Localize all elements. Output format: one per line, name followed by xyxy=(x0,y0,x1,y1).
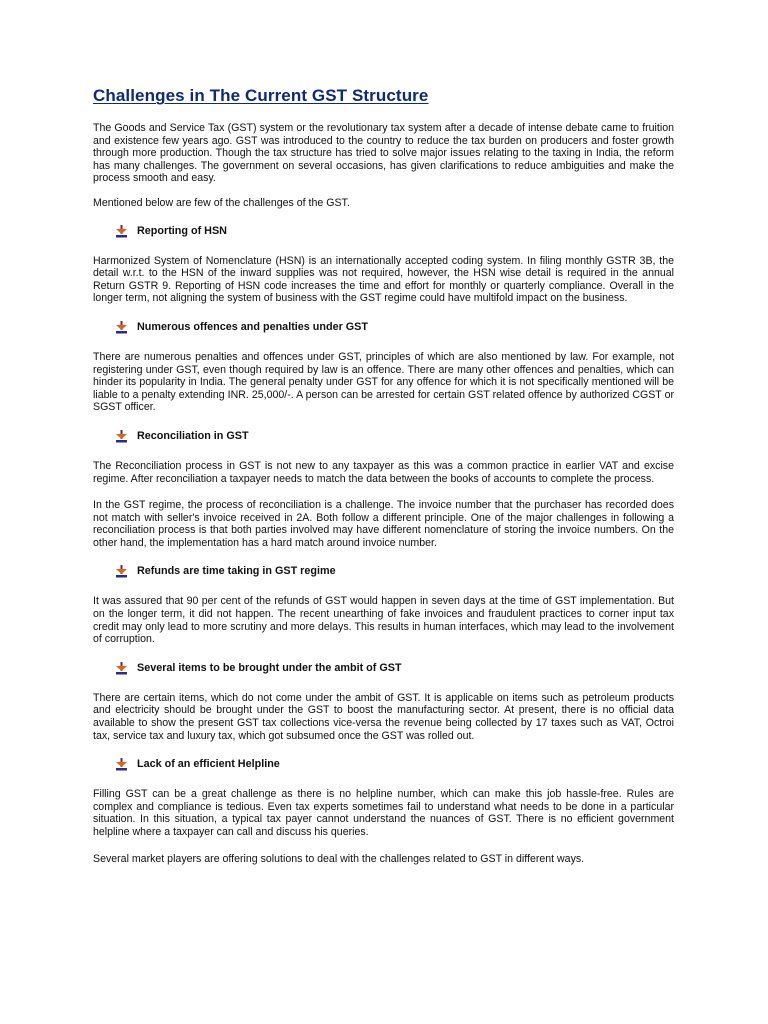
section-paragraph: There are numerous penalties and offences under GST, principles of which are also mentioned by law. For example, not registering under GST, even though required by law is an offence. There are many other offences and penalties, which can hinder its popularity in India. The general penalty under GST for any offence for which it is not specifically mentioned will be liable to a penalty extending INR. 25,000/-. A person can be arrested for certain GST related offence by authorized CGST or SGST officer. xyxy=(93,350,674,414)
section-heading-label: Reconciliation in GST xyxy=(137,429,249,442)
arrow-bullet-icon xyxy=(115,321,128,334)
intro-paragraph: The Goods and Service Tax (GST) system or the revolutionary tax system after a decade of intense debate came to fruition and existence few years ago. GST was introduced to the country to reduce the tax burden on producers and foster growth through more production. Though the tax structure has tried to solve major issues relating to the taxing in India, the reform has many challenges. The government on several occasions, has given clarifications to reduce ambiguities and make the process smooth and easy. xyxy=(93,122,674,185)
arrow-bullet-icon xyxy=(115,662,128,675)
section-heading xyxy=(115,758,674,771)
section-paragraph: Filling GST can be a great challenge as there is no helpline number, which can make this job hassle-free. Rules are complex and compliance is tedious. Even tax experts sometimes fail to understand what needs to be done in a particular situation. In this situation, a typical tax payer cannot understand the nuances of GST. There is no efficient government helpline where a taxpayer can call and discuss his queries. xyxy=(93,788,674,838)
section-paragraph: The Reconciliation process in GST is not new to any taxpayer as this was a common practice in earlier VAT and excise regime. After reconciliation a taxpayer needs to match the data between the books of accounts to complete the process. xyxy=(93,459,674,485)
document-title: Challenges in The Current GST Structure xyxy=(93,86,429,105)
section-heading xyxy=(115,225,674,238)
section-heading xyxy=(115,662,674,675)
arrow-bullet-icon xyxy=(115,565,128,578)
section-heading-label: Reporting of HSN xyxy=(137,224,227,237)
section-heading-label: Refunds are time taking in GST regime xyxy=(137,565,336,578)
section-heading-label: Numerous offences and penalties under GST xyxy=(137,320,368,333)
closing-paragraph: Several market players are offering solutions to deal with the challenges related to GST in different ways. xyxy=(93,852,585,865)
section-heading xyxy=(115,321,674,334)
section-heading-label: Lack of an efficient Helpline xyxy=(137,758,280,771)
section-paragraph: It was assured that 90 per cent of the refunds of GST would happen in seven days at the time of GST implementation. But on the longer term, it did not happen. The recent unearthing of fake invoices and fraudulent practices to corner input tax credit may only lead to more scrutiny and more delays. This results in human interfaces, which may lead to the involvement of corruption. xyxy=(93,595,674,646)
section-heading-label: Several items to be brought under the ambit of GST xyxy=(137,661,402,674)
arrow-bullet-icon xyxy=(115,225,128,238)
section-paragraph: Harmonized System of Nomenclature (HSN) is an internationally accepted coding system. In filing monthly GSTR 3B, the detail w.r.t. to the HSN of the inward supplies was not required, however, the HSN wise detail is required in the annual Return GSTR 9. Reporting of HSN code increases the time and effort for monthly or quarterly compliance. Overall in the longer term, not aligning the system of business with the GST regime could have multifold impact on the business. xyxy=(93,254,674,305)
arrow-bullet-icon xyxy=(115,758,128,771)
section-heading xyxy=(115,565,674,578)
section-paragraph: There are certain items, which do not come under the ambit of GST. It is applicable on items such as petroleum products and electricity should be brought under the GST to boost the manufacturing sector. At present, there is no official data available to show the present GST tax collections vice-versa the revenue being collected by 17 taxes such as VAT, Octroi tax, service tax and luxury tax, which got subsumed once the GST was rolled out. xyxy=(93,691,674,742)
lead-paragraph: Mentioned below are few of the challenges of the GST. xyxy=(93,196,350,209)
section-paragraph: In the GST regime, the process of reconciliation is a challenge. The invoice number that the purchaser has recorded does not match with seller's invoice received in 2A. Both follow a different principle. One of the major challenges in following a reconciliation process is that both parties involved may have different nomenclature of storing the invoice numbers. On the other hand, the implementation has a hard match around invoice number. xyxy=(93,499,674,549)
document-page xyxy=(93,84,674,865)
section-heading xyxy=(115,430,674,443)
arrow-bullet-icon xyxy=(115,430,128,443)
